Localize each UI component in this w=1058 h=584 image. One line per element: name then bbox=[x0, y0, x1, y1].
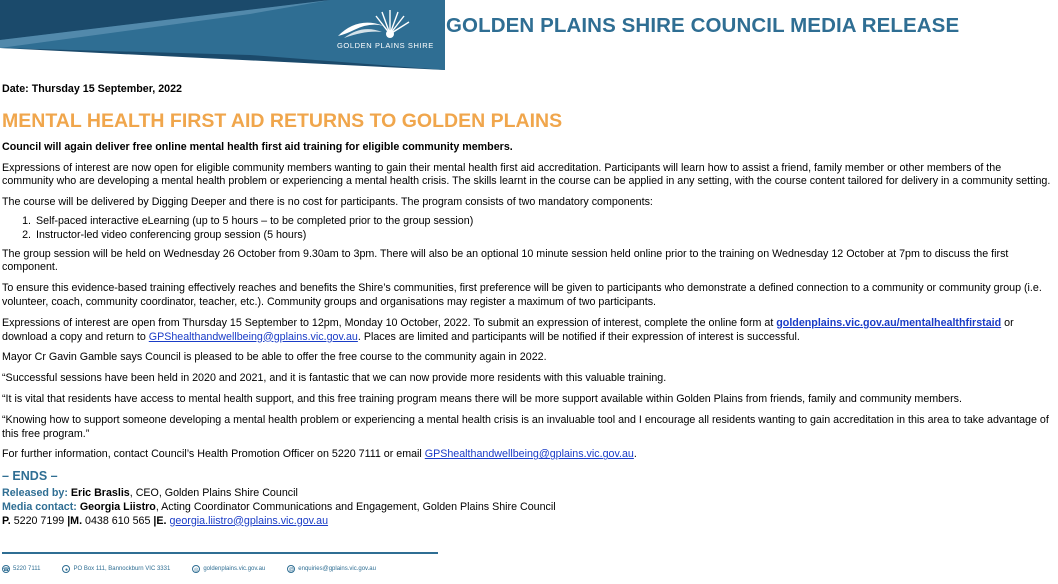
list-item: 2. Instructor-led video conferencing group session (5 hours) bbox=[34, 229, 1054, 243]
online-form-link[interactable]: goldenplains.vic.gov.au/mentalhealthfirstaid bbox=[776, 316, 1002, 329]
logo-text: GOLDEN PLAINS SHIRE bbox=[337, 41, 434, 50]
expressions-text-2: or download a copy and return to bbox=[2, 316, 1014, 343]
mobile-label: |M. bbox=[67, 514, 83, 527]
quote-2: “It is vital that residents have access to mental health support, and this free training program means there will be more support available within Golden Plains from friends, family and community members. bbox=[2, 392, 962, 405]
media-release-title: GOLDEN PLAINS SHIRE COUNCIL MEDIA RELEASE bbox=[446, 14, 960, 37]
media-contact-label: Media contact: bbox=[2, 500, 77, 513]
footer-address-text: PO Box 111, Bannockburn VIC 3331 bbox=[73, 566, 171, 572]
release-date: Date: Thursday 15 September, 2022 bbox=[2, 83, 182, 95]
footer-web bbox=[192, 565, 265, 573]
phone-value: 5220 7199 bbox=[10, 514, 68, 527]
quote-3: “Knowing how to support someone developing a mental health problem or experiencing a mental health crisis is an invaluable tool and I encourage all residents wanting to gain accreditation in this area to take advantage of this free program.” bbox=[2, 413, 1049, 440]
paragraph-preference: To ensure this evidence-based training effectively reaches and benefits the Shire’s communities, first preference will be given to participants who demonstrate a defined connection to a community or community group (i.e. volunteer, coach, community coordinator, teacher, etc.). Community groups and organisations may register a maximum of two participants. bbox=[2, 282, 1042, 308]
released-by-name: Eric Braslis bbox=[70, 486, 130, 499]
lead-paragraph: Council will again deliver free online mental health first aid training for eligible community members. bbox=[2, 140, 513, 153]
footer-phone bbox=[2, 565, 40, 573]
release-body bbox=[2, 83, 1054, 528]
released-by bbox=[2, 487, 1054, 501]
media-contact-name: Georgia Liistro bbox=[79, 500, 156, 513]
list-item: 1. Self-paced interactive eLearning (up to 5 hours – to be completed prior to the group session) bbox=[34, 215, 1054, 229]
contact-email-link[interactable]: GPShealthandwellbeing@gplains.vic.gov.au bbox=[424, 448, 634, 461]
paragraph-expressions bbox=[2, 317, 1054, 345]
paragraph-intro: Expressions of interest are now open for eligible community members wanting to gain their mental health first aid accreditation. Participants will learn how to assist a friend, family member or other members of the community who are developing a mental health problem or experiencing a mental health crisis. The skills learnt in the course can be applied in any setting, with the course content tailored for delivery in a community setting. bbox=[2, 161, 1051, 188]
footer-divider bbox=[2, 552, 438, 554]
ends-marker: – ENDS – bbox=[2, 469, 58, 484]
media-contact bbox=[2, 501, 1054, 515]
components-list bbox=[2, 215, 1054, 243]
footer-email bbox=[287, 565, 376, 573]
footer-address bbox=[62, 565, 170, 573]
paragraph-course: The course will be delivered by Digging Deeper and there is no cost for participants. The program consists of two mandatory components: bbox=[2, 196, 653, 209]
contact-text: For further information, contact Council’s Health Promotion Officer on 5220 7111 or email bbox=[2, 448, 425, 461]
released-by-role: , CEO, Golden Plains Shire Council bbox=[129, 486, 298, 499]
expressions-text-3: . Places are limited and participants will be notified if their expression of interest is successful. bbox=[357, 330, 800, 343]
media-email-link[interactable]: georgia.liistro@gplains.vic.gov.au bbox=[169, 514, 329, 527]
footer-email-text: enquiries@gplains.vic.gov.au bbox=[298, 566, 376, 572]
email-label: |E. bbox=[153, 514, 167, 527]
expressions-text: Expressions of interest are open from Thursday 15 September to 12pm, Monday 10 October, 2022. To submit an expression of interest, complete the online form at bbox=[2, 316, 777, 329]
mobile-value: 0438 610 565 bbox=[82, 514, 154, 527]
paragraph-session: The group session will be held on Wednesday 26 October from 9.30am to 3pm. There will also be an optional 10 minute session held online prior to the training on Wednesday 12 October at 7pm to discuss the first component. bbox=[2, 247, 1009, 274]
paragraph-contact bbox=[2, 448, 1054, 462]
contact-text-end: . bbox=[633, 448, 637, 461]
media-contact-role: , Acting Coordinator Communications and Engagement, Golden Plains Shire Council bbox=[155, 500, 556, 513]
paragraph-mayor: Mayor Cr Gavin Gamble says Council is pleased to be able to offer the free course to the community again in 2022. bbox=[2, 351, 547, 364]
email-icon: @ bbox=[288, 567, 294, 573]
headline: MENTAL HEALTH FIRST AID RETURNS TO GOLDEN PLAINS bbox=[2, 109, 563, 132]
location-icon: ● bbox=[62, 565, 70, 573]
contact-details bbox=[2, 515, 1054, 529]
footer-web-text: goldenplains.vic.gov.au bbox=[203, 566, 266, 572]
health-email-link[interactable]: GPShealthandwellbeing@gplains.vic.gov.au bbox=[148, 330, 358, 343]
footer-bar bbox=[2, 565, 376, 573]
footer-phone-text: 5220 7111 bbox=[13, 566, 41, 572]
globe-icon: ◎ bbox=[194, 567, 199, 573]
phone-label: P. bbox=[2, 514, 11, 527]
header-banner bbox=[0, 0, 445, 70]
quote-1: “Successful sessions have been held in 2020 and 2021, and it is fantastic that we can now provide more residents with this valuable training. bbox=[2, 372, 667, 385]
phone-icon: ☎ bbox=[3, 567, 10, 573]
released-by-label: Released by: bbox=[2, 486, 68, 499]
